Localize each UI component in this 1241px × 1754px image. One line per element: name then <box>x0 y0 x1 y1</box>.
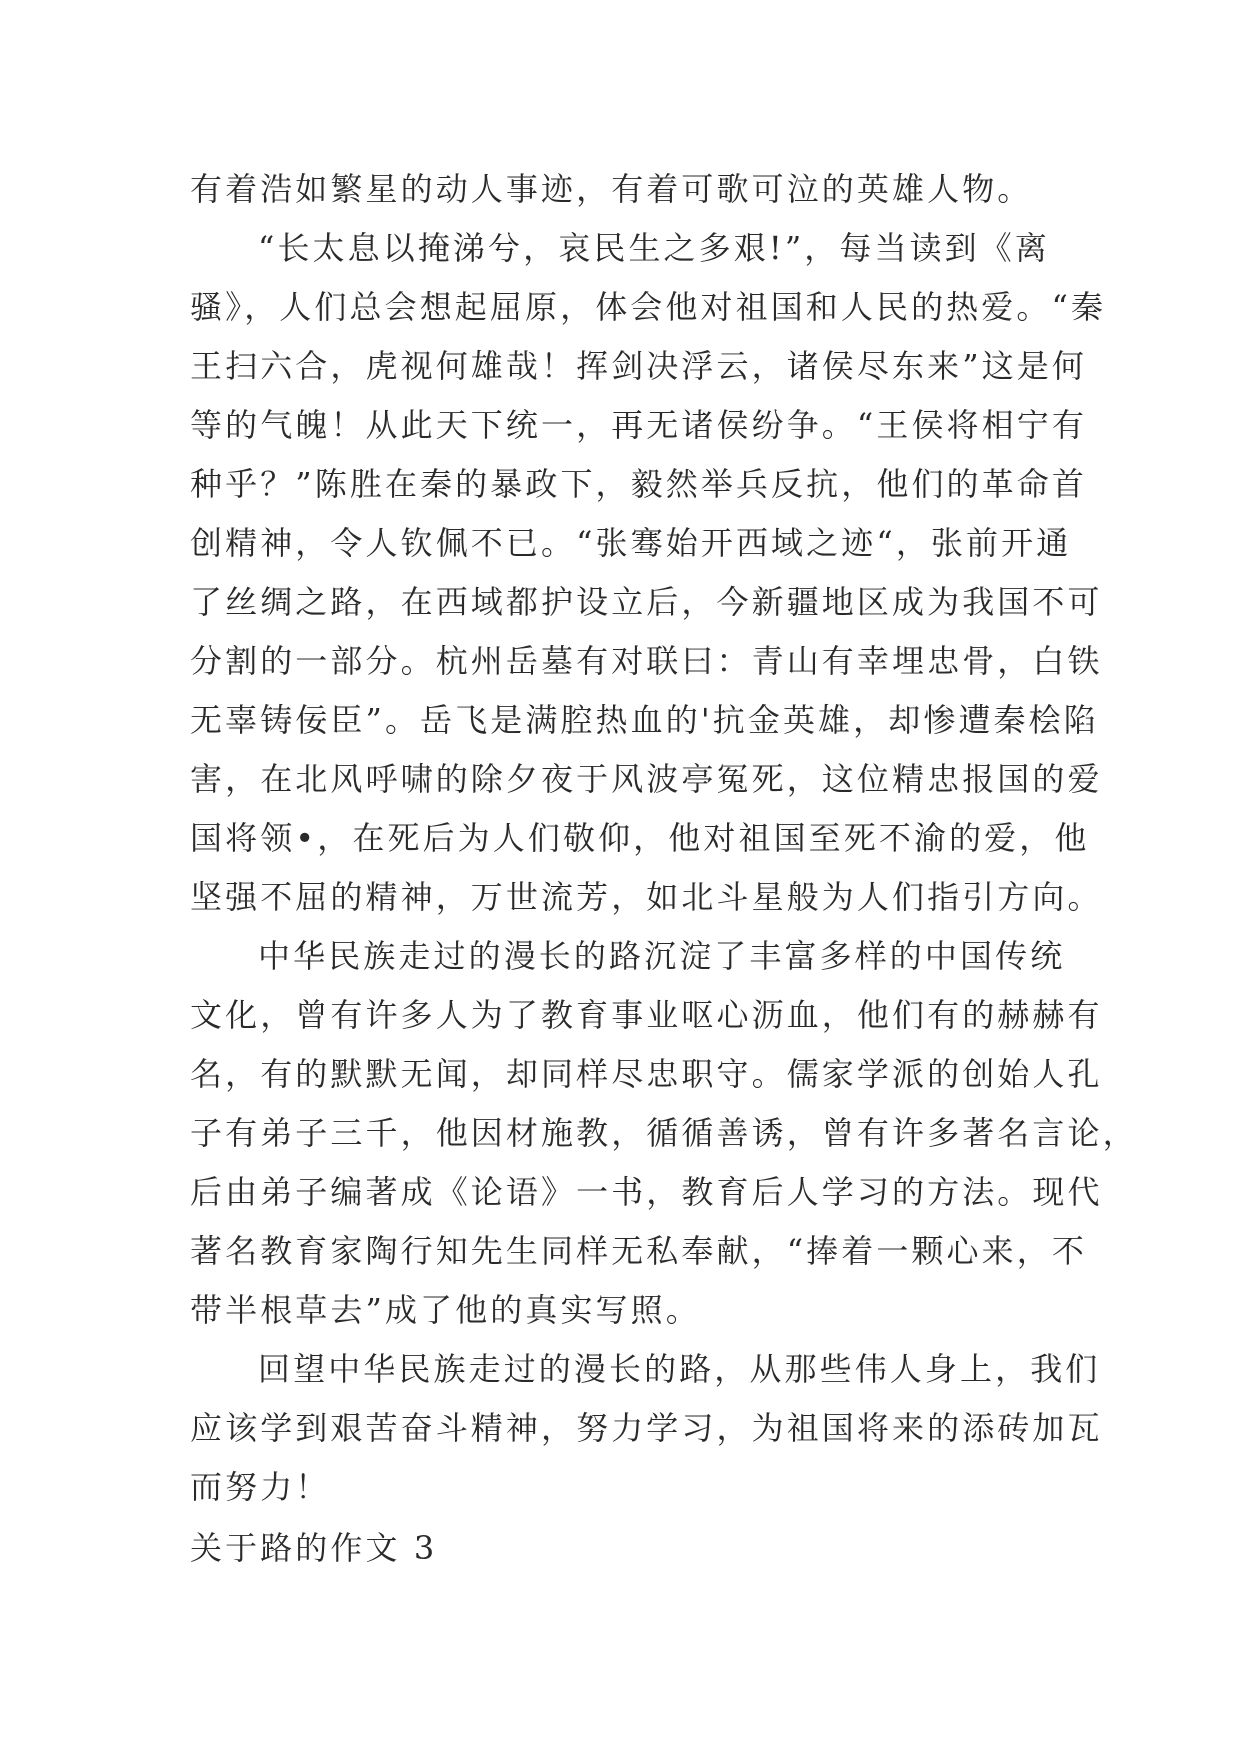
section-heading: 关于路的作文 3 <box>190 1529 438 1567</box>
paragraph-line: 分割的一部分。杭州岳墓有对联曰：青山有幸埋忠骨，白铁 <box>190 642 1103 680</box>
paragraph-line: 了丝绸之路，在西域都护设立后，今新疆地区成为我国不可 <box>190 583 1103 621</box>
paragraph-4 <box>190 1340 1103 1517</box>
paragraph-line: 而努力！ <box>190 1468 331 1506</box>
paragraph-line: 文化，曾有许多人为了教育事业呕心沥血，他们有的赫赫有 <box>190 996 1103 1034</box>
paragraph-line: 名，有的默默无闻，却同样尽忠职守。儒家学派的创始人孔 <box>190 1055 1103 1093</box>
paragraph-line: 带半根草去”成了他的真实写照。 <box>190 1291 701 1329</box>
paragraph-line: 王扫六合，虎视何雄哉！挥剑决浮云，诸侯尽东来”这是何 <box>190 347 1087 385</box>
paragraph-line: 创精神，令人钦佩不已。“张骞始开西域之迹“，张前开通 <box>190 524 1072 562</box>
paragraph-line: 坚强不屈的精神，万世流芳，如北斗星般为人们指引方向。 <box>190 878 1103 916</box>
paragraph-line: 害，在北风呼啸的除夕夜于风波亭冤死，这位精忠报国的爱 <box>190 760 1103 798</box>
paragraph-3 <box>190 927 1138 1340</box>
paragraph-line: 应该学到艰苦奋斗精神，努力学习，为祖国将来的添砖加瓦 <box>190 1409 1103 1447</box>
paragraph-line: 种乎？”陈胜在秦的暴政下，毅然举兵反抗，他们的革命首 <box>190 465 1087 503</box>
paragraph-2 <box>190 219 1107 927</box>
paragraph-1 <box>190 160 1070 219</box>
paragraph-line: 国将领•，在死后为人们敬仰，他对祖国至死不渝的爱，他 <box>190 819 1090 857</box>
document-body <box>190 160 1138 1578</box>
paragraph-line: 骚》，人们总会想起屈原，体会他对祖国和人民的热爱。“秦 <box>190 288 1107 326</box>
paragraph-line: 著名教育家陶行知先生同样无私奉献，“捧着一颗心来，不 <box>190 1232 1087 1270</box>
paragraph-line: 有着浩如繁星的动人事迹，有着可歌可泣的英雄人物。 <box>190 170 1033 208</box>
paragraph-line: 中华民族走过的漫长的路沉淀了丰富多样的中国传统 <box>258 937 1066 975</box>
paragraph-line: 子有弟子三千，他因材施教，循循善诱，曾有许多著名言论， <box>190 1114 1138 1152</box>
paragraph-line: 回望中华民族走过的漫长的路，从那些伟人身上，我们 <box>258 1350 1101 1388</box>
paragraph-line: “长太息以掩涕兮，哀民生之多艰!”，每当读到《离 <box>258 229 1050 267</box>
paragraph-line: 等的气魄！从此天下统一，再无诸侯纷争。“王侯将相宁有 <box>190 406 1087 444</box>
paragraph-line: 无辜铸佞臣”。岳飞是满腔热血的'抗金英雄，却惨遭秦桧陷 <box>190 701 1099 739</box>
paragraph-line: 后由弟子编著成《论语》一书，教育后人学习的方法。现代 <box>190 1173 1103 1211</box>
